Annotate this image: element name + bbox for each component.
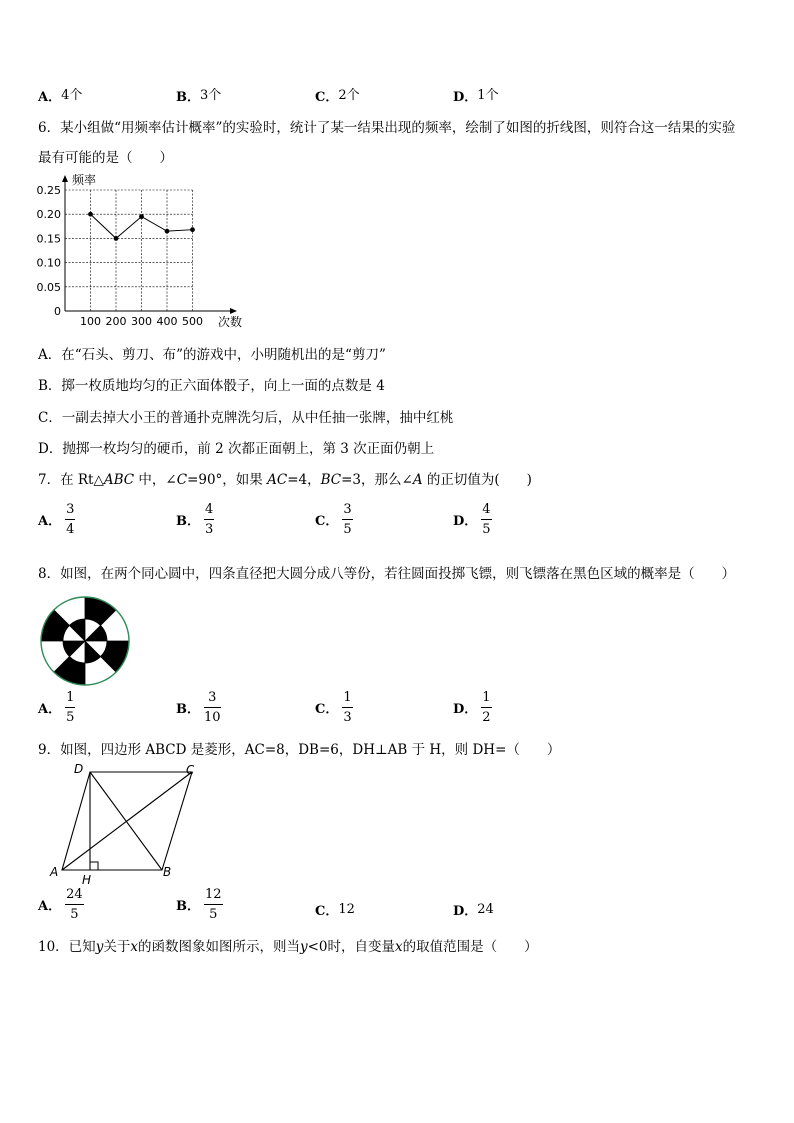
option-letter: D． xyxy=(453,702,478,717)
q8-stem: 8．如图，在两个同心圆中，四条直径把大圆分成八等份，若往圆面投掷飞镖，则飞镖落在黑色区域的概率是（ ） xyxy=(38,566,736,582)
option-letter: C． xyxy=(315,514,339,529)
q7-stem-part: =3，那么∠ xyxy=(341,472,413,488)
q7-var-a: A xyxy=(412,472,423,488)
option-letter: A． xyxy=(38,702,62,717)
x-tick-label: 300 xyxy=(131,315,152,328)
option-text: 3个 xyxy=(200,88,222,103)
option-letter: A． xyxy=(38,899,62,914)
q6-option-d: D．抛掷一枚均匀的硬币，前 2 次都正面朝上，第 3 次正面仍朝上 xyxy=(38,441,435,457)
numerator: 3 xyxy=(204,691,221,708)
vertex-label-a: A xyxy=(50,865,59,879)
q6-stem-line1: 6．某小组做“用频率估计概率”的实验时，统计了某一结果出现的频率，绘制了如图的折线图，则符合这一结果的实验 xyxy=(38,120,736,136)
chart-y-tick-labels xyxy=(37,184,62,318)
option-letter: C． xyxy=(315,90,339,105)
fraction xyxy=(342,503,352,536)
numerator: 24 xyxy=(65,888,84,905)
fraction xyxy=(204,888,223,921)
x-tick-label: 200 xyxy=(105,315,127,328)
option-letter: D． xyxy=(453,904,478,919)
q6-option-c: C．一副去掉大小王的普通扑克牌洗匀后，从中任抽一张牌，抽中红桃 xyxy=(38,410,454,426)
fraction xyxy=(65,888,84,921)
diagonal-db xyxy=(90,772,162,870)
data-point xyxy=(165,229,170,234)
fraction xyxy=(204,503,214,536)
option-letter: B． xyxy=(176,90,200,105)
denominator: 5 xyxy=(482,522,491,537)
denominator: 3 xyxy=(343,710,352,725)
q7-stem-part: =4， xyxy=(287,472,321,488)
option-text: 4个 xyxy=(61,88,83,103)
q5-option-d xyxy=(453,84,499,105)
fraction xyxy=(65,503,75,536)
q5-option-a xyxy=(38,84,82,105)
option-text: 1个 xyxy=(477,88,499,103)
q7-option-c xyxy=(315,503,353,536)
fraction xyxy=(342,691,352,724)
chart-axes xyxy=(62,175,237,314)
denominator: 4 xyxy=(66,522,75,537)
option-letter: D． xyxy=(453,514,478,529)
y-tick-label: 0.10 xyxy=(36,256,61,270)
option-letter: A． xyxy=(38,514,62,529)
fraction xyxy=(65,691,75,724)
q6-option-a: A．在“石头、剪刀、布”的游戏中，小明随机出的是“剪刀” xyxy=(38,347,386,363)
q10-var-y: y xyxy=(95,939,104,955)
y-tick-label: 0.25 xyxy=(36,184,61,197)
denominator: 5 xyxy=(70,907,79,922)
q8-option-c xyxy=(315,691,353,724)
q5-option-c xyxy=(315,84,360,105)
q7-option-b xyxy=(176,503,214,536)
y-tick-label: 0 xyxy=(54,305,61,318)
denominator: 5 xyxy=(66,710,75,725)
q9-rhombus-figure xyxy=(44,760,194,888)
numerator: 4 xyxy=(481,503,491,520)
fraction xyxy=(204,691,221,724)
q10-stem-part: 的函数图象如图所示，则当 xyxy=(137,939,300,955)
q10-var-x: x xyxy=(130,939,138,955)
x-tick-label: 500 xyxy=(182,315,203,328)
q10-stem xyxy=(38,935,538,955)
right-angle-mark xyxy=(90,862,98,870)
q7-var-bc: BC xyxy=(320,472,342,488)
vertex-label-c: C xyxy=(186,763,194,777)
option-text: 12 xyxy=(338,902,355,917)
q9-stem: 9．如图，四边形 ABCD 是菱形，AC=8，DB=6，DH⊥AB 于 H，则 DH=（ ） xyxy=(38,742,561,758)
numerator: 3 xyxy=(65,503,75,520)
x-tick-label: 400 xyxy=(156,315,178,328)
option-letter: B． xyxy=(176,514,200,529)
chart-grid xyxy=(65,190,193,311)
q7-var-ac: AC xyxy=(267,472,288,488)
q8-dartboard-figure xyxy=(38,594,132,688)
q8-option-d xyxy=(453,691,492,724)
option-letter: C． xyxy=(315,702,339,717)
y-tick-label: 0.20 xyxy=(36,208,61,222)
y-tick-label: 0.15 xyxy=(36,232,61,246)
data-point xyxy=(139,214,144,219)
data-point xyxy=(190,227,195,232)
q7-stem-part: 中，∠ xyxy=(134,472,177,488)
q7-stem xyxy=(38,468,532,488)
q8-option-b xyxy=(176,691,221,724)
y-axis-arrow xyxy=(62,175,68,182)
q5-option-b xyxy=(176,84,221,105)
denominator: 2 xyxy=(482,710,491,725)
q6-option-b: B．掷一枚质地均匀的正六面体骰子，向上一面的点数是 4 xyxy=(38,378,385,394)
option-letter: B． xyxy=(176,702,200,717)
option-text: 24 xyxy=(477,902,494,917)
vertex-label-d: D xyxy=(74,762,84,776)
option-letter: B． xyxy=(176,899,200,914)
denominator: 3 xyxy=(205,522,214,537)
q9-option-b xyxy=(176,888,223,921)
fraction xyxy=(481,503,491,536)
data-point xyxy=(114,236,119,241)
q7-option-d xyxy=(453,503,492,536)
q8-option-a xyxy=(38,691,75,724)
q10-stem-part: 的取值范围是（ ） xyxy=(402,939,538,955)
diagonal-ac xyxy=(62,772,192,870)
numerator: 1 xyxy=(65,691,75,708)
q7-stem-part: =90°，如果 xyxy=(187,472,268,488)
q9-option-d xyxy=(453,900,494,919)
q7-stem-part: 7．在 Rt△ xyxy=(38,472,104,488)
chart-x-axis-label: 次数 xyxy=(218,315,243,329)
x-axis-arrow xyxy=(230,308,237,314)
chart-y-axis-label: 频率 xyxy=(72,173,97,187)
x-tick-label: 100 xyxy=(80,315,101,328)
point-label-h: H xyxy=(82,873,92,887)
numerator: 1 xyxy=(342,691,352,708)
y-tick-label: 0.05 xyxy=(36,280,61,294)
q7-stem-part: 的正切值为( ) xyxy=(422,472,532,488)
numerator: 1 xyxy=(481,691,491,708)
q10-stem-part: 关于 xyxy=(103,939,131,955)
fraction xyxy=(481,691,491,724)
q9-option-a xyxy=(38,888,84,921)
option-letter: A． xyxy=(38,90,62,105)
q6-stem-line2: 最有可能的是（ ） xyxy=(38,150,173,166)
numerator: 12 xyxy=(204,888,223,905)
denominator: 5 xyxy=(343,522,352,537)
vertex-label-b: B xyxy=(163,865,172,879)
q9-option-c xyxy=(315,900,355,919)
q7-var-c: C xyxy=(176,472,188,488)
denominator: 10 xyxy=(204,710,221,725)
denominator: 5 xyxy=(209,907,218,922)
q7-var-abc: ABC xyxy=(103,472,135,488)
dartboard xyxy=(41,597,129,685)
q10-var-x: x xyxy=(395,939,403,955)
q7-option-a xyxy=(38,503,75,536)
q10-stem-part: <0时，自变量 xyxy=(307,939,395,955)
option-letter: C． xyxy=(315,904,339,919)
q10-stem-part: 10．已知 xyxy=(38,939,96,955)
numerator: 3 xyxy=(342,503,352,520)
q6-frequency-chart xyxy=(30,170,260,335)
chart-x-tick-labels xyxy=(80,315,203,328)
option-letter: D． xyxy=(453,90,478,105)
numerator: 4 xyxy=(204,503,214,520)
option-text: 2个 xyxy=(338,88,360,103)
data-point xyxy=(88,212,93,217)
q10-var-y: y xyxy=(299,939,308,955)
